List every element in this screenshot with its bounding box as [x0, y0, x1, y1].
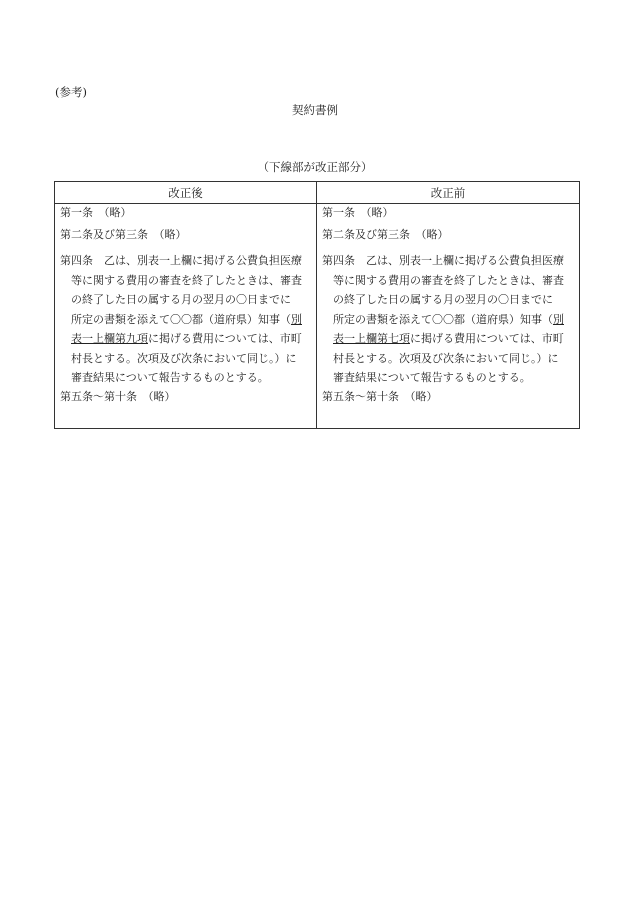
article-2-3: 第二条及び第三条 （略） [322, 228, 449, 241]
reference-label: (参考) [55, 85, 87, 99]
article-4-line-text: に掲げる費用については、市町 [148, 332, 302, 345]
article-4-line: 審査結果について報告するものとする。 [333, 371, 531, 384]
article-4-line [322, 310, 574, 330]
article-1: 第一条 （略） [322, 206, 394, 219]
article-5-10: 第五条〜第十条 （略） [322, 389, 438, 403]
article-4-line: 第四条 乙は、別表一上欄に掲げる公費負担医療 [60, 254, 302, 267]
article-4 [60, 251, 311, 388]
article-4-line [322, 329, 574, 349]
column-header-after: 改正後 [55, 182, 317, 204]
table-header-row [55, 182, 580, 204]
article-4-line: の終了した日の属する月の翌月の〇日までに [71, 293, 291, 306]
document-title: 契約書例 [292, 103, 338, 117]
article-4-line: 村長とする。次項及び次条において同じ。）に [333, 351, 559, 365]
amended-text: 表一上欄第九項 [71, 332, 148, 345]
amended-text: 別 [291, 312, 302, 326]
article-1: 第一条 （略） [60, 206, 132, 219]
article-2-3: 第二条及び第三条 （略） [60, 228, 187, 241]
comparison-table [54, 181, 580, 429]
article-4-line [60, 329, 311, 349]
article-4 [322, 251, 574, 388]
article-4-line: 等に関する費用の審査を終了したときは、審査 [333, 273, 564, 287]
column-header-before: 改正前 [317, 182, 580, 204]
article-4-line: 村長とする。次項及び次条において同じ。）に [71, 351, 297, 365]
after-column-cell [55, 204, 317, 429]
article-4-line: 審査結果について報告するものとする。 [71, 371, 269, 384]
amendment-note: （下線部が改正部分） [257, 160, 373, 174]
article-4-line: 第四条 乙は、別表一上欄に掲げる公費負担医療 [322, 254, 564, 267]
amended-text: 別 [553, 312, 564, 326]
table-row [55, 204, 580, 429]
amended-text: 表一上欄第七項 [333, 332, 410, 345]
article-4-line [60, 310, 311, 330]
article-4-line-text: 所定の書類を添えて〇〇都（道府県）知事（ [71, 312, 291, 326]
article-4-line-text: 所定の書類を添えて〇〇都（道府県）知事（ [333, 312, 553, 326]
article-4-line: 等に関する費用の審査を終了したときは、審査 [71, 273, 302, 287]
before-column-cell [317, 204, 580, 429]
article-4-line: の終了した日の属する月の翌月の〇日までに [333, 293, 553, 306]
article-5-10: 第五条〜第十条 （略） [60, 389, 176, 403]
article-4-line-text: に掲げる費用については、市町 [410, 332, 564, 345]
